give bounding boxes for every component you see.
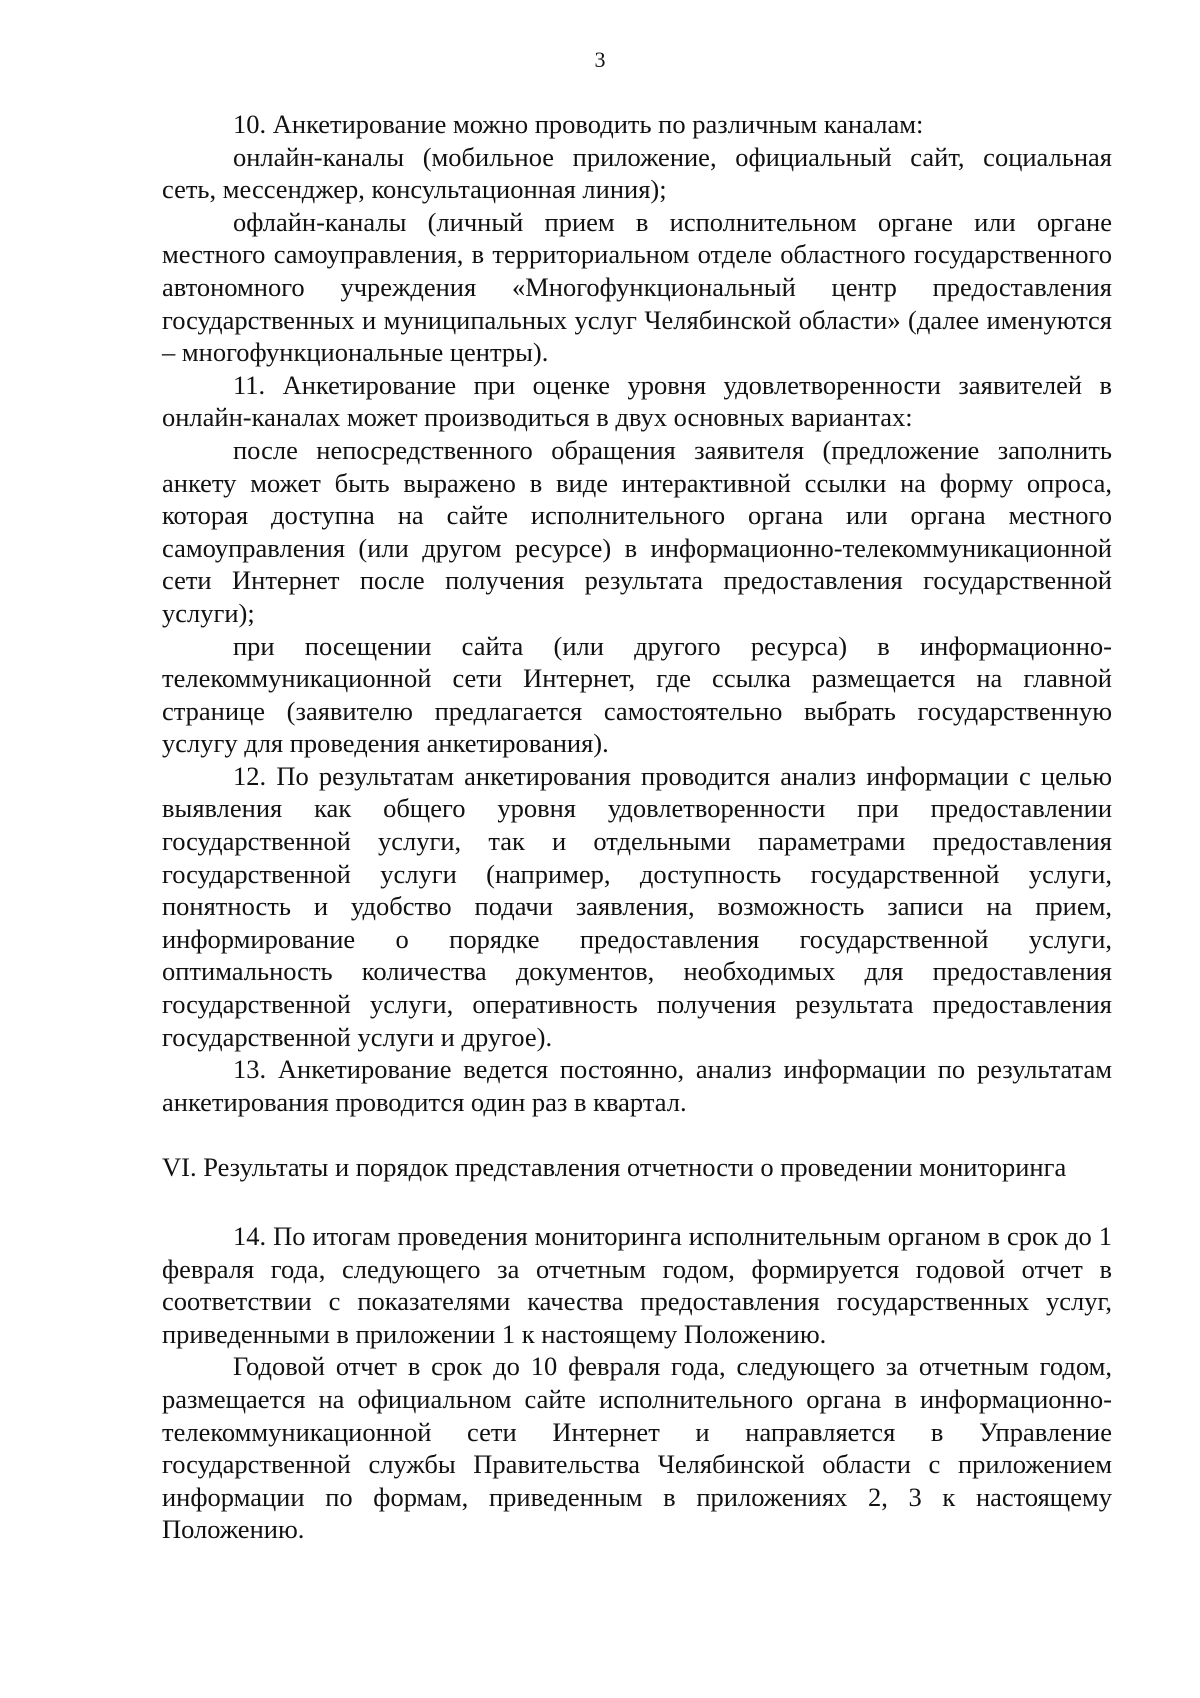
- spacer: [162, 1118, 1112, 1151]
- paragraph-online-channels: онлайн-каналы (мобильное приложение, официальный сайт, социальная сеть, мессенджер, консультационная линия);: [162, 141, 1112, 205]
- paragraph-13: 13. Анкетирование ведется постоянно, анализ информации по результатам анкетирования проводится один раз в квартал.: [162, 1054, 1112, 1117]
- paragraph-site-visit: при посещении сайта (или другого ресурса) в информационно-телекоммуникационной сети Интернет, где ссылка размещается на главной странице (заявителю предлагается самостоятельно выбрать государственную услугу для проведения анкетирования).: [162, 630, 1112, 759]
- paragraph-12: 12. По результатам анкетирования проводится анализ информации с целью выявления как общего уровня удовлетворенности при предоставлении государственной услуги, так и отдельными параметрами предоставления государственной услуги (например, доступность государственной услуги, понятность и удобство подачи заявления, возможность записи на прием, информирование о порядке предоставления государственной услуги, оптимальность количества документов, необходимых для предоставления государственной услуги, оперативность получения результата предоставления государственной услуги и другое).: [162, 760, 1112, 1052]
- paragraph-offline-channels: офлайн-каналы (личный прием в исполнительном органе или органе местного самоуправления, в территориальном отделе областного государственного автономного учреждения «Многофункциональный центр предоставления государственных и муниципальных услуг Челябинской области» (далее именуются – многофункциональные центры).: [162, 206, 1112, 368]
- paragraph-10-intro: 10. Анкетирование можно проводить по различным каналам:: [233, 109, 924, 139]
- paragraph-14: 14. По итогам проведения мониторинга исполнительным органом в срок до 1 февраля года, следующего за отчетным годом, формируется годовой отчет в соответствии с показателями качества предоставления государственных услуг, приведенными в приложении 1 к настоящему Положению.: [162, 1221, 1112, 1349]
- section-heading: VI. Результаты и порядок представления отчетности о проведении мониторинга: [162, 1152, 1067, 1183]
- document-body: [162, 108, 1112, 1546]
- page-number: 3: [594, 47, 606, 72]
- spacer: [162, 1184, 1112, 1220]
- paragraph-after-request: после непосредственного обращения заявителя (предложение заполнить анкету может быть выражено в виде интерактивной ссылки на форму опроса, которая доступна на сайте исполнительного органа или органа местного самоуправления (или другом ресурсе) в информационно-телекоммуникационной сети Интернет после получения результата предоставления государственной услуги);: [162, 434, 1112, 628]
- paragraph-11-intro: 11. Анкетирование при оценке уровня удовлетворенности заявителей в онлайн-каналах может производиться в двух основных вариантах:: [162, 369, 1112, 433]
- paragraph-annual-report: Годовой отчет в срок до 10 февраля года, следующего за отчетным годом, размещается на официальном сайте исполнительного органа в информационно-телекоммуникационной сети Интернет и направляется в Управление государственной службы Правительства Челябинской области с приложением информации по формам, приведенным в приложениях 2, 3 к настоящему Положению.: [162, 1351, 1112, 1545]
